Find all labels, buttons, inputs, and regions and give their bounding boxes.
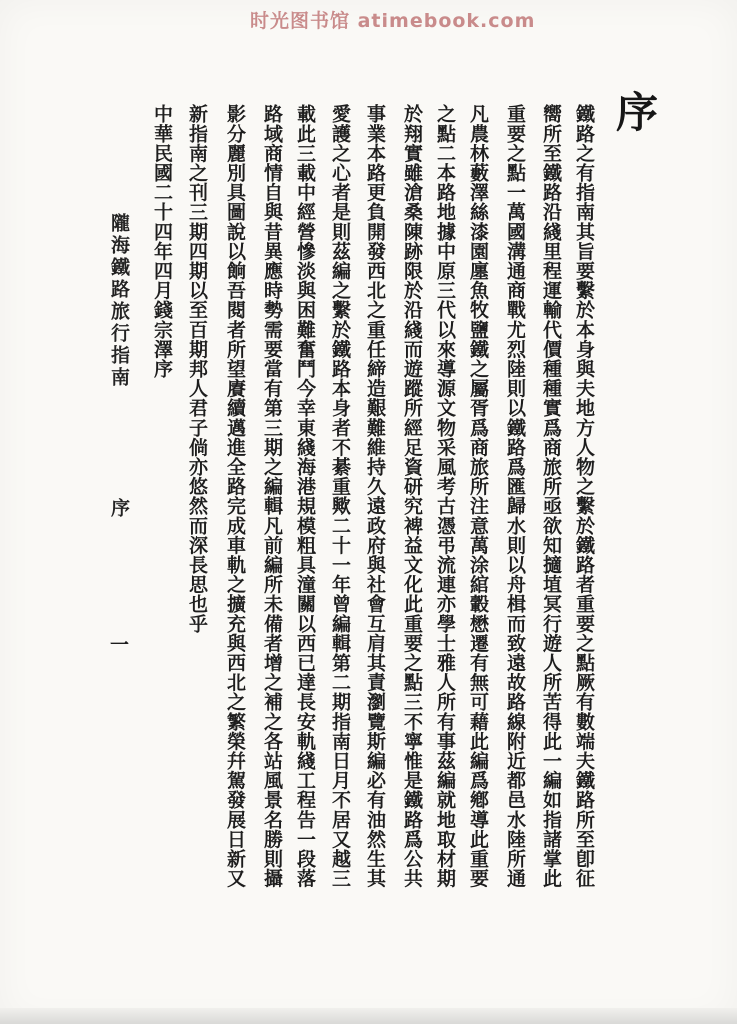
text-column-10: 路域商情自與昔異應時勢需要當有第三期之編輯凡前編所未備者增之補之各站風景名勝則攝	[261, 104, 283, 888]
text-column-9: 載此三載中經營慘淡與困難奮鬥今幸東綫海港規模粗具潼關以西已達長安軌綫工程告一段落	[294, 104, 316, 888]
page-number: 一	[110, 634, 130, 656]
date-signature-column: 中華民國二十四年四月錢宗澤序	[151, 104, 173, 379]
scan-bottom-edge	[0, 1008, 737, 1024]
text-column-2: 嚮所至鐵路沿綫里程運輸代價種種實爲商旅所亟欲知擿埴冥行遊人所苦得此一編如指諸掌此	[540, 104, 562, 888]
text-column-8: 愛護之心者是則茲編之繫於鐵路本身者不綦重歟二十一年曾編輯第二期指南日月不居又越三	[329, 104, 351, 888]
text-column-5: 之點二本路地據中原三代以來導源文物采風考古憑弔流連亦學士雅人所有事茲編就地取材期	[434, 104, 456, 888]
text-column-11: 影分麗別具圖說以餉吾閱者所望賡續邁進全路完成車軌之擴充與西北之繁榮幷駕發展日新又	[224, 104, 246, 888]
text-column-3: 重要之點一萬國溝通商戰尤烈陸則以鐵路爲匯歸水則以舟楫而致遠故路線附近都邑水陸所通	[504, 104, 526, 888]
watermark-text: 时光图书馆 atimebook.com	[250, 10, 536, 32]
margin-section-label: 序	[108, 498, 130, 520]
preface-title: 序	[616, 88, 659, 137]
text-column-4: 凡農林藪澤絲漆園廛魚牧鹽鐵之屬胥爲商旅所注意萬涂綰轂懋遷有無可藉此編爲鄕導此重要	[467, 104, 489, 888]
text-column-6: 於翔實雖滄桑陳跡限於沿綫而遊蹤所經足資研究裨益文化此重要之點三不寧惟是鐵路爲公共	[401, 104, 423, 888]
text-column-7: 事業本路更負開發西北之重任締造艱難維持久遠政府與社會互肩其責瀏覽斯編必有油然生其	[364, 104, 386, 888]
text-column-1: 鐵路之有指南其旨要繫於本身與夫地方人物之繫於鐵路者重要之點厥有數端夫鐵路所至卽征	[573, 104, 595, 888]
text-column-12: 新指南之刊三期四期以至百期邦人君子倘亦悠然而深長思也乎	[186, 104, 208, 634]
margin-book-title: 隴海鐵路旅行指南	[108, 213, 130, 389]
